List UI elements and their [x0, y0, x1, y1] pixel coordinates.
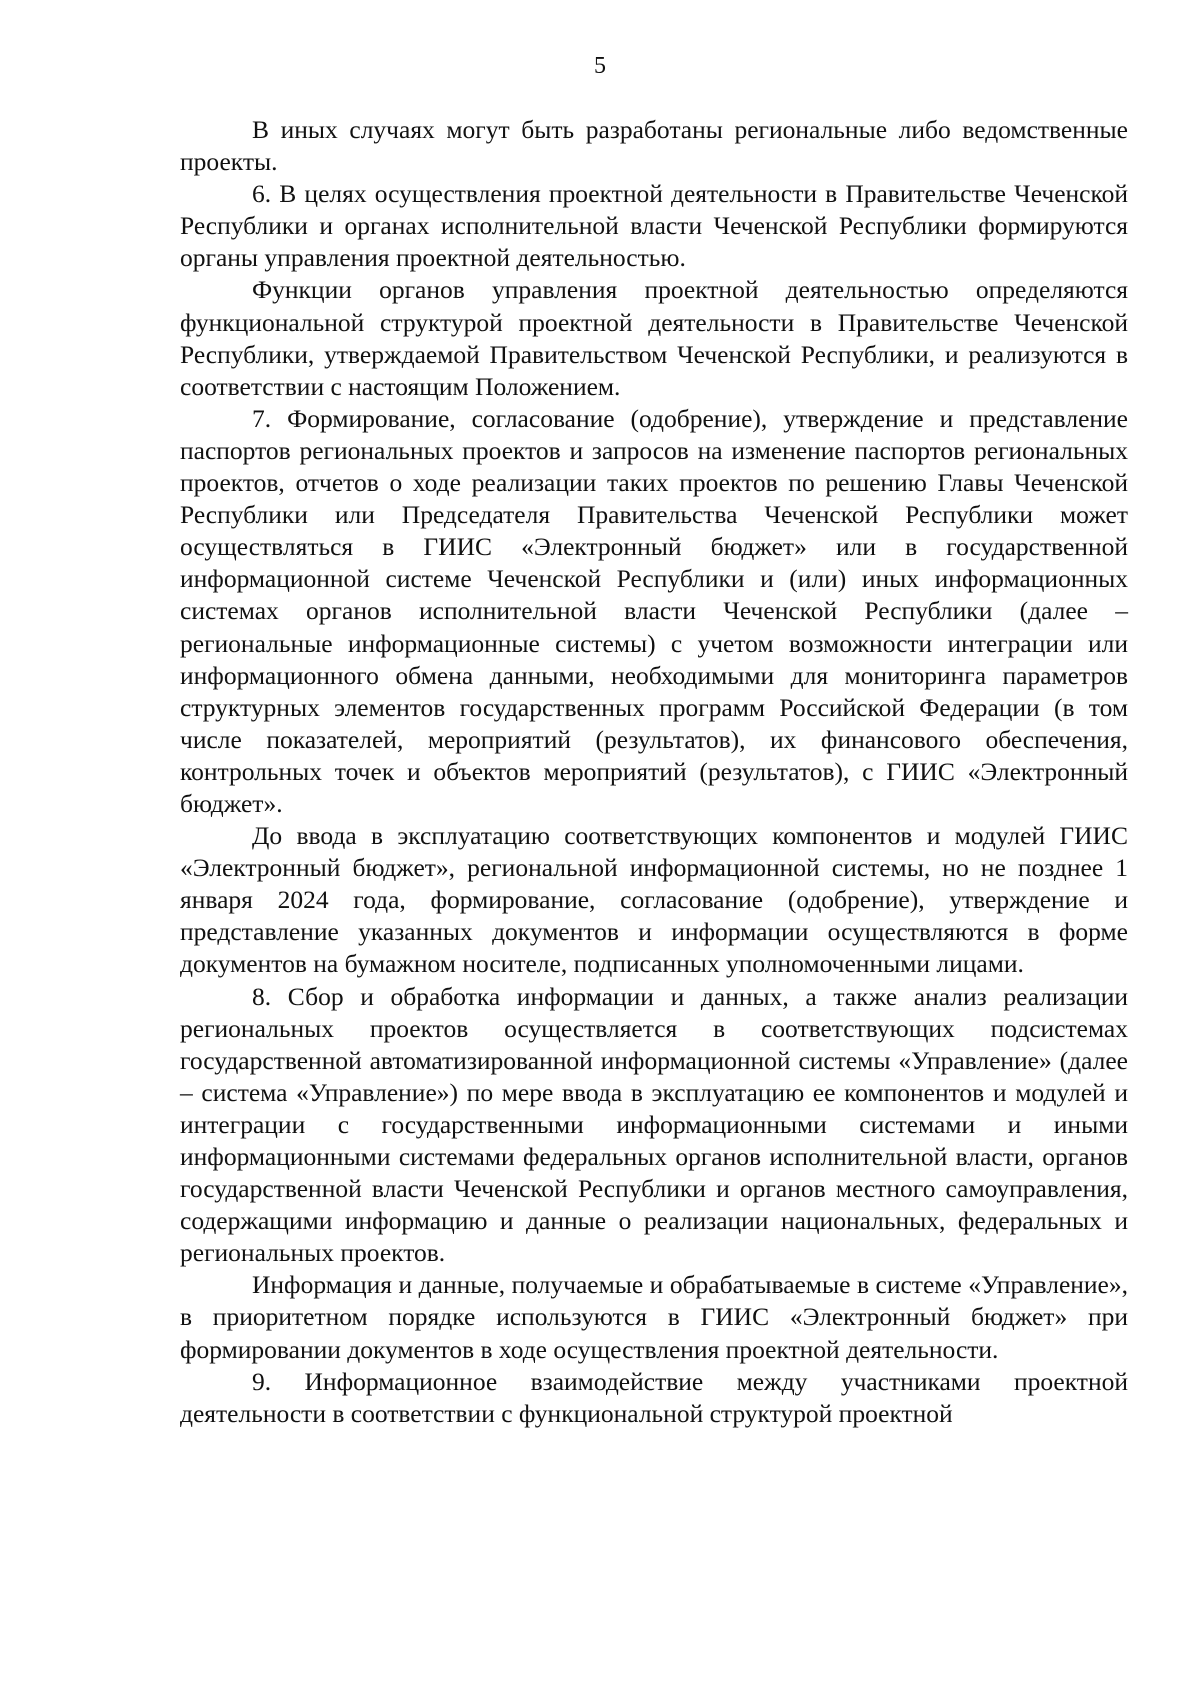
document-body — [180, 114, 1128, 1430]
paragraph-other-cases: В иных случаях могут быть разработаны региональные либо ведомственные проекты. — [180, 115, 1128, 177]
paragraph-6: 6. В целях осуществления проектной деятельности в Правительстве Чеченской Республики и органах исполнительной власти Чеченской Республики формируются органы управления проектной деятельностью. — [180, 179, 1128, 273]
paragraph-6-functions: Функции органов управления проектной деятельностью определяются функциональной структурой проектной деятельности в Правительстве Чеченской Республики, утверждаемой Правительством Чеченской Республики, и реализуются в соответствии с настоящим Положением. — [180, 275, 1128, 401]
page-number: 5 — [594, 53, 606, 79]
paragraph-7: 7. Формирование, согласование (одобрение), утверждение и представление паспортов региональных проектов и запросов на изменение паспортов региональных проектов, отчетов о ходе реализации таких проектов по решению Главы Чеченской Республики или Председателя Правительства Чеченской Республики может осуществляться в ГИИС «Электронный бюджет» или в государственной информационной системе Чеченской Республики и (или) иных информационных системах органов исполнительной власти Чеченской Республики (далее – региональные информационные системы) с учетом возможности интеграции или информационного обмена данными, необходимыми для мониторинга параметров структурных элементов государственных программ Российской Федерации (в том числе показателей, мероприятий (результатов), их финансового обеспечения, контрольных точек и объектов мероприятий (результатов), с ГИИС «Электронный бюджет». — [180, 403, 1128, 818]
paragraph-9: 9. Информационное взаимодействие между участниками проектной деятельности в соответствии с функциональной структурой проектной — [180, 1366, 1128, 1428]
paragraph-8: 8. Сбор и обработка информации и данных, а также анализ реализации региональных проектов осуществляется в соответствующих подсистемах государственной автоматизированной информационной системы «Управление» (далее – система «Управление») по мере ввода в эксплуатацию ее компонентов и модулей и интеграции с государственными информационными системами и иными информационными системами федеральных органов исполнительной власти, органов государственной власти Чеченской Республики и органов местного самоуправления, содержащими информацию и данные о реализации национальных, федеральных и региональных проектов. — [180, 981, 1128, 1268]
paragraph-8-information-use: Информация и данные, получаемые и обрабатываемые в системе «Управление», в приоритетном порядке используются в ГИИС «Электронный бюджет» при формировании документов в ходе осуществления проектной деятельности. — [180, 1270, 1128, 1364]
paragraph-7-before-commissioning: До ввода в эксплуатацию соответствующих компонентов и модулей ГИИС «Электронный бюджет», региональной информационной системы, но не позднее 1 января 2024 года, формирование, согласование (одобрение), утверждение и представление указанных документов и информации осуществляются в форме документов на бумажном носителе, подписанных уполномоченными лицами. — [180, 821, 1128, 979]
